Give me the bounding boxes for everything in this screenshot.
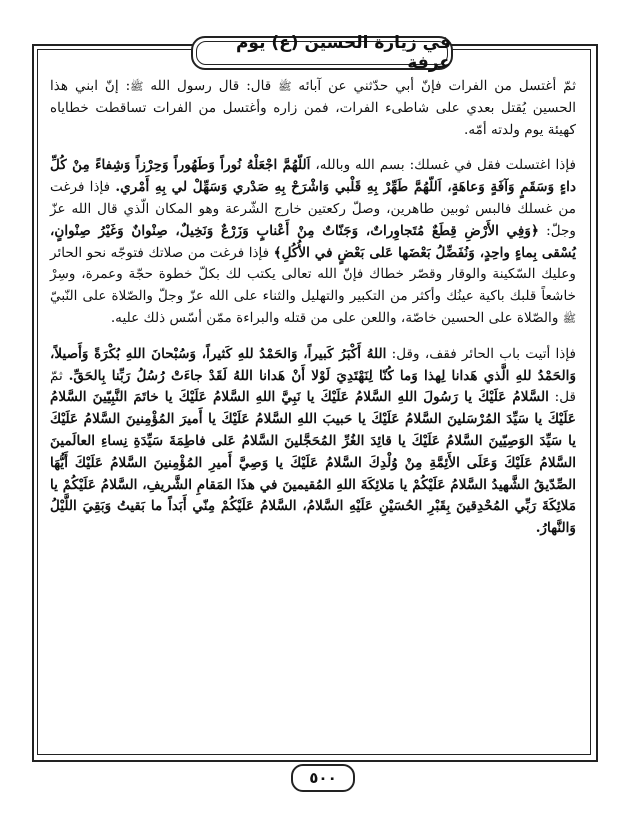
chapter-title-box [191,33,453,73]
paragraph-text [50,76,576,141]
prayer-text: اللهُ أَكْبَرُ كَبيراً، وَالحَمْدُ للهِ كَثيراً، وَسُبْحانَ اللهِ بُكْرَةً وَأَصيلاً، وَالحَمْدُ للهِ الَّذي هَدانا لِهذا وَما كُنّا لِنَهْتَدِيَ لَوْلا أَنْ هَدانا اللهُ لَقَدْ جاءَتْ رُسُلُ رَبِّنا بِالحَقِّ. [50,345,577,384]
body-text: فإذا فرغت من صلاتك فتوجّه نحو الحائر وعليك السّكينة والوقار وقصّر خطاك فإنّ الله تعالى يكتب لك بكلّ خطوة حجّة وعمرة، وسِرْ خاشعاً قلبك باكية عينُك وأكثر من التكبير والتهليل والثناء على الله عزّ وجلّ والصّلاة على النّبيّ [50,244,576,305]
paragraph-text [50,155,576,329]
body-text: قال: قال رسول الله [143,78,279,94]
page-body [50,76,576,740]
body-text: فإذا اغتسلت فقل في غسلك: بسم الله وبالله، [310,157,577,174]
body-text: ثمّ أغتسل من الفرات فإنّ أبي حدّثني عن آبائه [291,78,576,94]
body-text: فإذا أتيت باب الحائر فقف، وقل: [386,345,576,362]
prayer-text: السَّلامُ عَلَيْكَ يا رَسُولَ اللهِ السَّلامُ عَلَيْكَ يا نَبِيَّ اللهِ السَّلامُ عَلَيْكَ يا خاتَمَ النَّبِيّينَ السَّلامُ عَلَيْكَ يا سَيِّدَ المُرْسَلينَ السَّلامُ عَلَيْكَ يا حَبيبَ اللهِ السَّلامُ عَلَيْكَ يا أَميرَ المُؤْمِنينَ السَّلامُ عَلَيْكَ يا سَيِّدَ الوَصِيّينَ السَّلامُ عَلَيْكَ يا قائِدَ الغُرِّ المُحَجَّلينَ السَّلامُ عَلى فاطِمَةَ سَيِّدَةِ نِساءِ العالَمينَ السَّلامُ عَلَيْكَ وَعَلَى الأَئِمَّةِ مِنْ وُلْدِكَ السَّلامُ عَلَيْكَ يا وَصِيَّ أَميرِ المُؤْمِنينَ السَّلامُ عَلَيْكَ أَيُّهَا الصِّدّيقُ الشَّهيدُ السَّلامُ عَلَيْكُمْ يا مَلائِكَةَ اللهِ المُقيمينَ في هذَا المَقامِ الشَّريفِ، السَّلامُ عَلَيْكُمْ يا مَلائِكَةَ رَبِّي المُحْدِقينَ بِقَبْرِ الحُسَيْنِ عَلَيْهِ السَّلامُ، السَّلامُ عَلَيْكُمْ مِنّي أَبَداً ما بَقيتُ وَبَقِيَ اللَّيْلُ وَالنَّهارُ. [50,389,576,537]
page-number-box [291,764,355,792]
paragraph-3 [50,344,576,540]
salawat-glyph: ﷺ [130,80,144,93]
salawat-glyph: ﷺ [278,80,292,93]
paragraph-1 [50,76,576,141]
paragraph-2 [50,155,576,329]
body-text: فإذا فرغت من غسلك فالبس ثوبين طاهرين، وصلّ ركعتين خارج الشّرعة وهو المكان الّذي قال الله عزّ وجلّ: [50,179,576,239]
page-number: ٥٠٠ [309,769,337,787]
prayer-text: اَللّهُمَّ اجْعَلْهُ نُوراً وَطَهُوراً وَحِرْزاً وَشِفاءً مِنْ كُلِّ داءٍ وَسَقَمٍ وَآفَةٍ وَعاهَةٍ، اَللّهُمَّ طَهِّرْ بِهِ قَلْبي وَاشْرَحْ بِهِ صَدْري وَسَهِّلْ لي بِهِ أَمْري. [50,157,576,196]
body-text: ثمّ قل: [50,367,576,406]
prayer-text: ﴿وَفِي الأَرْضِ قِطَعٌ مُتَجاوِراتٌ، وَجَنّاتٌ مِنْ أَعْنابٍ وَزَرْعٌ وَنَخِيلٌ، صِنْوانٌ وَغَيْرُ صِنْوانٍ، يُسْقى بِماءٍ واحِدٍ، وَنُفَضِّلُ بَعْضَها عَلى بَعْضٍ في الأُكُلِ﴾ [50,222,576,261]
salawat-glyph: ﷺ [562,311,576,325]
body-text: : إنّ ابني هذا الحسين يُقتل بعدي على شاطىء الفرات، فمن زاره وأغتسل من الفرات تساقطت خطاياه كهيئة يوم ولدته أمّه. [50,78,576,138]
paragraph-text [50,344,576,540]
body-text: والصّلاة على الحسين خاصّة، واللعن على من قتله والبراءة ممّن أسّس ذلك عليه. [110,309,563,326]
chapter-title: في زيارة الحسين (ع) يوم عرفة [235,33,451,73]
